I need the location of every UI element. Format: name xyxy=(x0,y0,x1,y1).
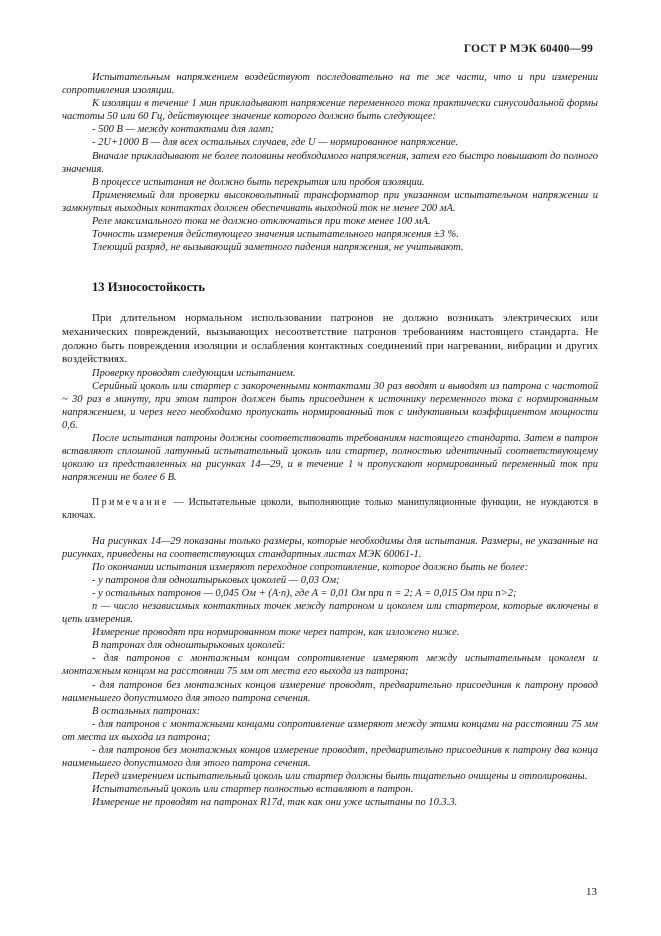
paragraph: Серийный цоколь или стартер с закороченными контактами 30 раз вводят и выводят из патрона с частотой ~ 30 раз в минуту, при этом патрон должен быть присоединен к источнику переменного тока с нормированным напряжением, и через него необходимо пропускать нормированный ток с индуктивным коэффициентом мощности 0,6. xyxy=(62,380,598,432)
note-text: — Испытательные цоколи, выполняющие только манипуляционные функции, не нуждаются в ключах. xyxy=(62,496,598,521)
section-heading: 13 Износостойкость xyxy=(92,280,206,295)
paragraph: По окончании испытания измеряют переходное сопротивление, которое должно быть не более: xyxy=(92,561,529,573)
paragraph: Измерение проводят при нормированном токе через патрон, как изложено ниже. xyxy=(92,627,460,639)
paragraph: Перед измерением испытательный цоколь или стартер должны быть тщательно очищены и отполированы. xyxy=(92,771,588,783)
paragraph: Применяемый для проверки высоковольтный трансформатор при указанном испытательном напряжении и замкнутых выходных контактах должен обеспечивать выходной ток не менее 200 мА. xyxy=(62,189,598,214)
paragraph: К изоляции в течение 1 мин прикладывают напряжение переменного тока практически синусоидальной формы частоты 50 или 60 Гц, действующее значение которого должно быть следующее: xyxy=(62,98,598,123)
paragraph: Измерение не проводят на патронах R17d, так как они уже испытаны по 10.3.3. xyxy=(92,797,458,809)
paragraph: n — число независимых контактных точек между патроном и цоколем или стартером, которые включены в цепь измерения. xyxy=(62,601,598,626)
paragraph: - у патронов для одноштырьковых цоколей — 0,03 Ом; xyxy=(92,574,340,586)
paragraph: На рисунках 14—29 показаны только размеры, которые необходимы для испытания. Размеры, не указанные на рисунках, приведены на соответствующих стандартных листах МЭК 60061-1. xyxy=(62,535,598,560)
paragraph: - для патронов с монтажным концом сопротивление измеряют между испытательным цоколем и монтажным концом на расстоянии 75 мм от места его выхода из патрона; xyxy=(62,653,598,678)
paragraph: Тлеющий разряд, не вызывающий заметного падения напряжения, не учитывают. xyxy=(92,242,464,254)
paragraph: - для патронов без монтажных концов измерение проводят, предварительно присоединив к патрону два конца наименьшего допустимого для этого патрона сечения. xyxy=(62,745,598,770)
insulation-test-block xyxy=(62,71,598,254)
page-content xyxy=(62,71,598,810)
paragraph: Точность измерения действующего значения испытательного напряжения ±3 %. xyxy=(92,229,459,241)
note-paragraph xyxy=(62,496,598,522)
contact-resistance-block xyxy=(62,535,598,810)
paragraph: - у остальных патронов — 0,045 Ом + (A·n), где A = 0,01 Ом при n = 2; A = 0,015 Ом при n>2; xyxy=(92,587,517,599)
paragraph: - для патронов с монтажными концами сопротивление измеряют между этими концами на расстоянии 75 мм от места их выхода из патрона; xyxy=(62,718,598,743)
note-label: Примечание xyxy=(92,496,169,508)
paragraph: В процессе испытания не должно быть перекрытия или пробоя изоляции. xyxy=(92,176,425,188)
paragraph: Испытательным напряжением воздействуют последовательно на те же части, что и при измерении сопротивления изоляции. xyxy=(62,72,598,97)
paragraph: Реле максимального тока не должно отключаться при токе менее 100 мА. xyxy=(92,216,431,228)
paragraph: В остальных патронах: xyxy=(92,705,201,717)
paragraph: - 500 В — между контактами для ламп; xyxy=(92,124,274,136)
paragraph: Испытательный цоколь или стартер полностью вставляют в патрон. xyxy=(92,784,414,796)
document-code-header: ГОСТ Р МЭК 60400—99 xyxy=(463,43,593,55)
paragraph: Проверку проводят следующим испытанием. xyxy=(92,367,296,379)
paragraph: Вначале прикладывают не более половины необходимого напряжения, затем его быстро повышают до полного значения. xyxy=(62,150,598,175)
page-number: 13 xyxy=(586,886,597,898)
paragraph: - для патронов без монтажных концов измерение проводят, предварительно присоединив к патрону провод наименьшего допустимого для этого патрона сечения. xyxy=(62,679,598,704)
paragraph: В патронах для одноштырьковых цоколей: xyxy=(92,640,286,652)
wear-resistance-block xyxy=(62,312,598,484)
paragraph: При длительном нормальном использовании патронов не должно возникать электрических или механических повреждений, вызывающих несоответствие патронов требованиям настоящего стандарта. Не должно быть повреждения изоляции и ослабления контактных соединений при нагревании, вибрации и других воздействиях. xyxy=(62,312,598,366)
paragraph: - 2U+1000 В — для всех остальных случаев, где U — нормированное напряжение. xyxy=(92,137,459,149)
paragraph: После испытания патроны должны соответствовать требованиям настоящего стандарта. Затем в патрон вставляют сплошной латунный испытательный цоколь или стартер, полностью идентичный соответствующему цоколю из представленных на рисунках 14—29, и в течение 1 ч пропускают нормированный переменный ток при напряжении не более 6 В. xyxy=(62,433,598,484)
